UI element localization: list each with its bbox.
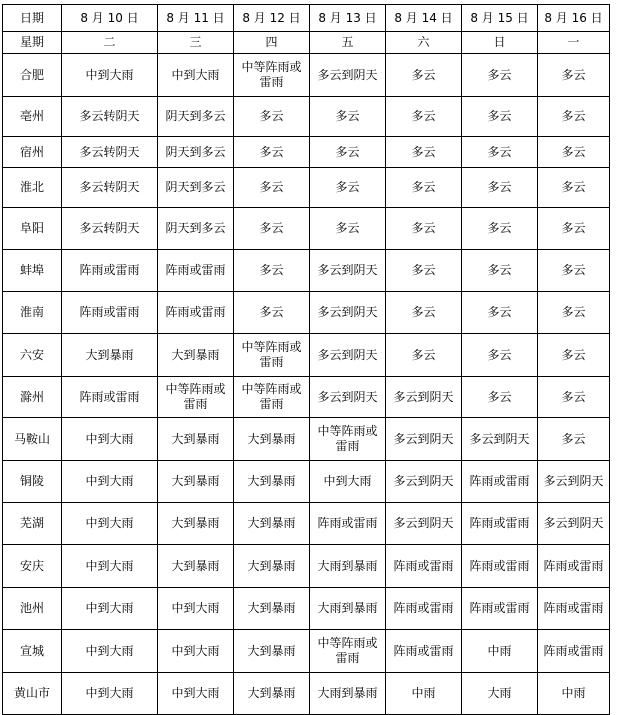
forecast-cell: 多云 <box>234 97 310 137</box>
weekday-cell: 一 <box>538 32 610 54</box>
table-row <box>3 137 610 168</box>
forecast-cell: 大雨 <box>462 673 538 715</box>
weekday-cell: 六 <box>386 32 462 54</box>
forecast-cell: 大到暴雨 <box>158 418 234 461</box>
table-row <box>3 292 610 334</box>
date-cell: 8 月 13 日 <box>310 5 386 32</box>
forecast-cell: 多云 <box>538 418 610 461</box>
forecast-cell: 多云 <box>538 97 610 137</box>
forecast-cell: 多云 <box>234 208 310 250</box>
forecast-cell: 多云 <box>310 168 386 208</box>
table-body <box>3 5 610 715</box>
forecast-cell: 阵雨或雷雨 <box>386 545 462 588</box>
forecast-cell: 多云到阴天 <box>386 418 462 461</box>
forecast-cell: 多云 <box>538 377 610 418</box>
forecast-cell: 中到大雨 <box>62 54 158 97</box>
forecast-cell: 多云到阴天 <box>462 418 538 461</box>
forecast-cell: 大雨到暴雨 <box>310 545 386 588</box>
forecast-cell: 多云到阴天 <box>310 377 386 418</box>
city-name-cell: 蚌埠 <box>3 250 62 292</box>
forecast-cell: 多云 <box>234 292 310 334</box>
forecast-cell: 多云 <box>462 334 538 377</box>
forecast-cell: 阴天到多云 <box>158 208 234 250</box>
city-name-cell: 合肥 <box>3 54 62 97</box>
forecast-cell: 多云到阴天 <box>386 503 462 545</box>
forecast-cell: 多云 <box>462 208 538 250</box>
table-row <box>3 97 610 137</box>
forecast-cell: 多云 <box>538 250 610 292</box>
city-name-cell: 六安 <box>3 334 62 377</box>
forecast-cell: 多云 <box>310 208 386 250</box>
forecast-cell: 多云 <box>538 208 610 250</box>
forecast-cell: 阵雨或雷雨 <box>462 461 538 503</box>
forecast-cell: 多云到阴天 <box>310 250 386 292</box>
city-name-cell: 宣城 <box>3 630 62 673</box>
city-name-cell: 亳州 <box>3 97 62 137</box>
date-label-cell: 日期 <box>3 5 62 32</box>
weekday-cell: 三 <box>158 32 234 54</box>
forecast-cell: 大到暴雨 <box>234 503 310 545</box>
forecast-cell: 阵雨或雷雨 <box>386 588 462 630</box>
forecast-cell: 阵雨或雷雨 <box>158 250 234 292</box>
table-row <box>3 54 610 97</box>
forecast-cell: 阵雨或雷雨 <box>62 377 158 418</box>
forecast-cell: 中等阵雨或雷雨 <box>234 377 310 418</box>
forecast-cell: 中到大雨 <box>158 588 234 630</box>
forecast-cell: 中到大雨 <box>62 588 158 630</box>
forecast-cell: 多云 <box>538 334 610 377</box>
table-row <box>3 461 610 503</box>
forecast-cell: 大到暴雨 <box>158 461 234 503</box>
forecast-cell: 阵雨或雷雨 <box>462 545 538 588</box>
forecast-cell: 阵雨或雷雨 <box>538 545 610 588</box>
table-row <box>3 250 610 292</box>
forecast-cell: 中等阵雨或雷雨 <box>234 54 310 97</box>
forecast-cell: 大到暴雨 <box>62 334 158 377</box>
forecast-cell: 大雨到暴雨 <box>310 588 386 630</box>
city-name-cell: 滁州 <box>3 377 62 418</box>
table-row <box>3 588 610 630</box>
city-name-cell: 黄山市 <box>3 673 62 715</box>
forecast-cell: 多云 <box>386 208 462 250</box>
forecast-cell: 多云 <box>538 137 610 168</box>
week-label-cell: 星期 <box>3 32 62 54</box>
forecast-cell: 多云 <box>386 54 462 97</box>
forecast-cell: 多云到阴天 <box>310 334 386 377</box>
forecast-cell: 中到大雨 <box>62 503 158 545</box>
weekday-cell: 日 <box>462 32 538 54</box>
city-name-cell: 安庆 <box>3 545 62 588</box>
forecast-cell: 中雨 <box>462 630 538 673</box>
forecast-cell: 中到大雨 <box>62 630 158 673</box>
date-cell: 8 月 16 日 <box>538 5 610 32</box>
table-row <box>3 673 610 715</box>
city-name-cell: 马鞍山 <box>3 418 62 461</box>
forecast-cell: 多云 <box>310 137 386 168</box>
forecast-cell: 大到暴雨 <box>158 545 234 588</box>
forecast-cell: 中到大雨 <box>62 461 158 503</box>
forecast-cell: 多云 <box>310 97 386 137</box>
forecast-cell: 中到大雨 <box>62 418 158 461</box>
weekday-row <box>3 32 610 54</box>
forecast-cell: 多云到阴天 <box>386 377 462 418</box>
forecast-cell: 大到暴雨 <box>158 503 234 545</box>
forecast-cell: 中等阵雨或雷雨 <box>310 630 386 673</box>
forecast-cell: 大到暴雨 <box>234 588 310 630</box>
forecast-cell: 阵雨或雷雨 <box>158 292 234 334</box>
forecast-cell: 多云转阴天 <box>62 208 158 250</box>
forecast-cell: 中到大雨 <box>158 54 234 97</box>
date-cell: 8 月 12 日 <box>234 5 310 32</box>
forecast-cell: 中到大雨 <box>158 673 234 715</box>
forecast-cell: 阵雨或雷雨 <box>538 588 610 630</box>
city-name-cell: 宿州 <box>3 137 62 168</box>
forecast-cell: 多云 <box>462 97 538 137</box>
forecast-cell: 多云到阴天 <box>310 54 386 97</box>
forecast-cell: 多云到阴天 <box>310 292 386 334</box>
forecast-cell: 阴天到多云 <box>158 97 234 137</box>
forecast-cell: 多云 <box>538 168 610 208</box>
table-row <box>3 630 610 673</box>
forecast-cell: 多云 <box>234 250 310 292</box>
weekday-cell: 四 <box>234 32 310 54</box>
table-row <box>3 418 610 461</box>
weekday-cell: 五 <box>310 32 386 54</box>
forecast-cell: 多云到阴天 <box>386 461 462 503</box>
forecast-cell: 多云 <box>538 54 610 97</box>
forecast-cell: 多云转阴天 <box>62 97 158 137</box>
table-row <box>3 168 610 208</box>
date-cell: 8 月 11 日 <box>158 5 234 32</box>
forecast-cell: 多云 <box>234 168 310 208</box>
date-row <box>3 5 610 32</box>
city-name-cell: 芜湖 <box>3 503 62 545</box>
table-row <box>3 503 610 545</box>
city-name-cell: 铜陵 <box>3 461 62 503</box>
forecast-cell: 大到暴雨 <box>234 418 310 461</box>
forecast-cell: 多云 <box>386 292 462 334</box>
forecast-cell: 中等阵雨或雷雨 <box>158 377 234 418</box>
forecast-cell: 大到暴雨 <box>234 630 310 673</box>
forecast-cell: 阵雨或雷雨 <box>310 503 386 545</box>
forecast-cell: 大到暴雨 <box>234 545 310 588</box>
forecast-cell: 多云 <box>462 250 538 292</box>
forecast-cell: 多云 <box>538 292 610 334</box>
forecast-cell: 中到大雨 <box>310 461 386 503</box>
forecast-cell: 大到暴雨 <box>234 673 310 715</box>
forecast-cell: 多云 <box>462 54 538 97</box>
forecast-cell: 阴天到多云 <box>158 168 234 208</box>
forecast-cell: 多云 <box>462 137 538 168</box>
forecast-cell: 大到暴雨 <box>234 461 310 503</box>
city-name-cell: 阜阳 <box>3 208 62 250</box>
forecast-cell: 多云 <box>234 137 310 168</box>
date-cell: 8 月 10 日 <box>62 5 158 32</box>
forecast-cell: 阵雨或雷雨 <box>538 630 610 673</box>
table-row <box>3 377 610 418</box>
table-row <box>3 208 610 250</box>
city-name-cell: 淮南 <box>3 292 62 334</box>
forecast-cell: 阵雨或雷雨 <box>62 250 158 292</box>
city-name-cell: 池州 <box>3 588 62 630</box>
forecast-cell: 阴天到多云 <box>158 137 234 168</box>
forecast-cell: 中到大雨 <box>62 673 158 715</box>
forecast-cell: 多云转阴天 <box>62 137 158 168</box>
forecast-cell: 中到大雨 <box>62 545 158 588</box>
forecast-cell: 多云到阴天 <box>538 503 610 545</box>
forecast-cell: 阵雨或雷雨 <box>62 292 158 334</box>
forecast-cell: 大雨到暴雨 <box>310 673 386 715</box>
forecast-cell: 阵雨或雷雨 <box>386 630 462 673</box>
forecast-cell: 多云转阴天 <box>62 168 158 208</box>
forecast-cell: 多云 <box>462 168 538 208</box>
forecast-cell: 中到大雨 <box>158 630 234 673</box>
table-row <box>3 545 610 588</box>
forecast-cell: 多云 <box>386 250 462 292</box>
weekday-cell: 二 <box>62 32 158 54</box>
forecast-cell: 多云 <box>386 334 462 377</box>
forecast-cell: 阵雨或雷雨 <box>462 503 538 545</box>
date-cell: 8 月 14 日 <box>386 5 462 32</box>
forecast-cell: 多云 <box>386 168 462 208</box>
forecast-cell: 多云 <box>462 377 538 418</box>
forecast-cell: 阵雨或雷雨 <box>462 588 538 630</box>
table-row <box>3 334 610 377</box>
forecast-cell: 多云 <box>462 292 538 334</box>
forecast-cell: 中雨 <box>538 673 610 715</box>
forecast-cell: 中雨 <box>386 673 462 715</box>
forecast-cell: 中等阵雨或雷雨 <box>234 334 310 377</box>
weather-forecast-table <box>2 4 610 715</box>
forecast-cell: 大到暴雨 <box>158 334 234 377</box>
forecast-table-wrapper <box>2 4 610 715</box>
forecast-cell: 多云 <box>386 137 462 168</box>
forecast-cell: 多云到阴天 <box>538 461 610 503</box>
forecast-cell: 中等阵雨或雷雨 <box>310 418 386 461</box>
date-cell: 8 月 15 日 <box>462 5 538 32</box>
forecast-cell: 多云 <box>386 97 462 137</box>
city-name-cell: 淮北 <box>3 168 62 208</box>
